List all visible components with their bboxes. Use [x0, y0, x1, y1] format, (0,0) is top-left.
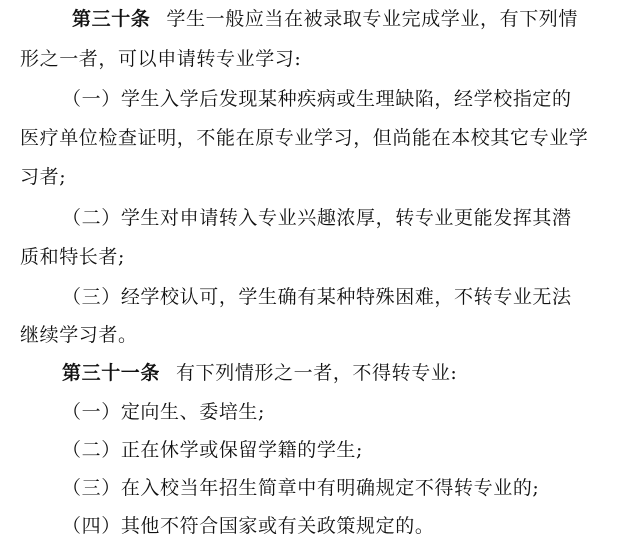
item-text: 学生对申请转入专业兴趣浓厚，转专业更能发挥其潜	[120, 207, 572, 229]
article-30-item-3-cont	[20, 322, 138, 348]
article-30-item-2	[62, 205, 572, 231]
article-31-item-3	[62, 475, 539, 501]
article-30-item-1-cont	[20, 164, 66, 190]
item-marker: （一）	[62, 88, 121, 110]
item-text: 其他不符合国家或有关政策规定的。	[120, 515, 435, 537]
item-text: 正在休学或保留学籍的学生;	[120, 439, 364, 461]
item-marker: （四）	[62, 515, 121, 537]
item-text: 经学校认可，学生确有某种特殊困难，不转专业无法	[120, 286, 572, 308]
article-30-intro-line-2: 形之一者，可以申请转专业学习:	[20, 48, 302, 70]
article-30-item-3	[62, 284, 572, 310]
item-marker: （二）	[62, 207, 121, 229]
item-marker: （三）	[62, 477, 121, 499]
article-31-item-2	[62, 437, 363, 463]
article-31-heading: 第三十一条	[62, 362, 161, 384]
item-text: 医疗单位检查证明，不能在原专业学习，但尚能在本校其它专业学	[20, 127, 589, 149]
item-marker: （二）	[62, 439, 121, 461]
article-30-heading: 第三十条	[72, 8, 151, 30]
item-text: 继续学习者。	[20, 324, 138, 346]
article-30-item-1	[62, 86, 572, 112]
item-marker: （三）	[62, 286, 121, 308]
item-text: 质和特长者;	[20, 246, 126, 268]
article-30-line-1	[72, 6, 578, 32]
article-31-line-1	[62, 360, 457, 386]
article-30-intro-line-1: 学生一般应当在被录取专业完成学业，有下列情	[166, 8, 579, 30]
item-marker: （一）	[62, 401, 121, 423]
article-30-line-2	[20, 46, 301, 72]
item-text: 定向生、委培生;	[120, 401, 266, 423]
item-text: 在入校当年招生简章中有明确规定不得转专业的;	[120, 477, 540, 499]
item-text: 学生入学后发现某种疾病或生理缺陷，经学校指定的	[120, 88, 572, 110]
article-30-item-2-cont	[20, 244, 125, 270]
article-30-item-1-cont	[20, 125, 588, 151]
article-31-item-1	[62, 399, 265, 425]
article-31-item-4	[62, 513, 434, 539]
article-31-intro: 有下列情形之一者，不得转专业:	[176, 362, 458, 384]
item-text: 习者;	[20, 166, 67, 188]
